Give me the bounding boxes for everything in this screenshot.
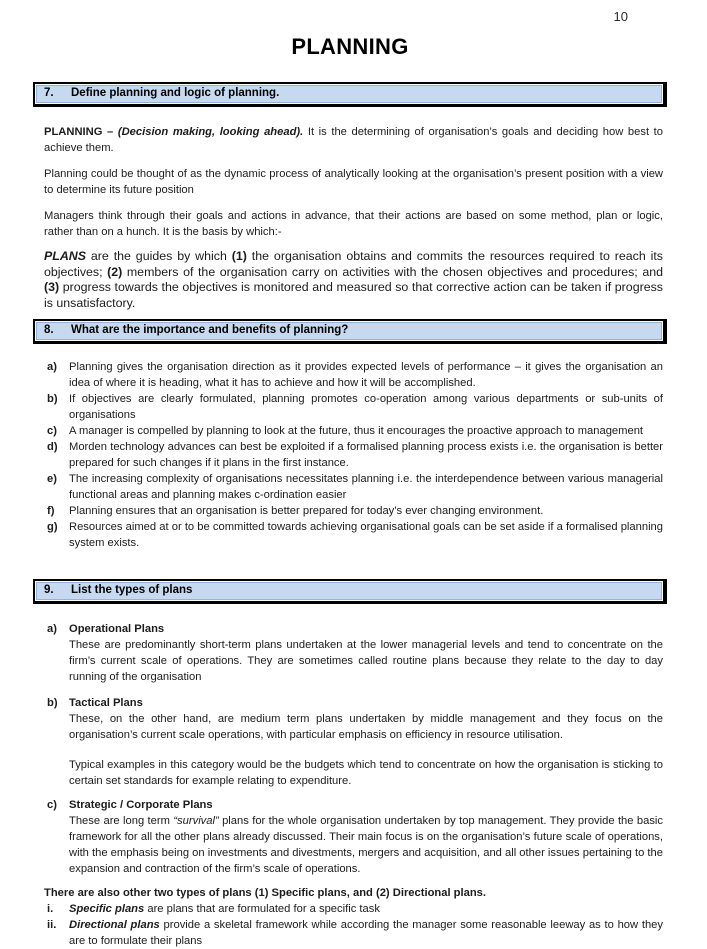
- plan-type-desc: are plans that are formulated for a specific task: [144, 903, 380, 916]
- plans-run-2: are the guides by which: [86, 249, 232, 263]
- plan-marker: c): [47, 799, 57, 812]
- plan-type-desc: provide a skeletal framework while according the manager some reasonable leeway as to how they are to formulate their plans: [69, 919, 663, 948]
- plan-operational: [47, 621, 663, 685]
- plan-paragraph: These, on the other hand, are medium term plans undertaken by middle management and they focus on the organisation’s current scale operations, with particular emphasis on efficiency in resource utilisation.: [69, 713, 663, 742]
- list-item: [47, 901, 663, 917]
- list-item: [47, 439, 663, 471]
- list-item-marker: g): [47, 521, 58, 534]
- plan-title: Tactical Plans: [69, 697, 143, 710]
- list-item-marker: c): [47, 425, 57, 438]
- plan-type-term: Specific plans: [69, 903, 145, 916]
- plans-run-4: the organisation obtains and commits the resources required to reach its objectives;: [44, 249, 664, 279]
- list-item: [47, 519, 663, 551]
- question-9-number: 9.: [44, 584, 54, 597]
- question-8-number: 8.: [44, 324, 54, 337]
- list-item: [47, 423, 663, 439]
- plan-type-term: Directional plans: [69, 919, 160, 932]
- plans-number-1: (1): [231, 249, 247, 263]
- question-7-heading: Define planning and logic of planning.: [71, 87, 280, 99]
- planning-definition-paragraph: [44, 124, 663, 156]
- strategic-run-pre: These are long term: [69, 815, 174, 828]
- plans-run-6: members of the organisation carry on activities with the chosen objectives and procedures; and: [122, 264, 663, 279]
- plans-lead: PLANS: [44, 249, 86, 263]
- list-item: [47, 503, 663, 519]
- question-8-heading: What are the importance and benefits of planning?: [71, 324, 349, 337]
- list-item-text: [69, 917, 663, 949]
- list-item-text: Planning gives the organisation direction as it provides expected levels of performance – it gives the organisation an idea of where it is heading, what it has to achieve and how it will be accomplished.: [69, 361, 663, 390]
- page-title: PLANNING: [291, 34, 409, 59]
- planning-lead: PLANNING –: [44, 126, 118, 138]
- plans-number-3: (3): [44, 280, 60, 295]
- plan-title: Operational Plans: [69, 623, 165, 636]
- list-item-text: If objectives are clearly formulated, planning promotes co-operation among various departments or sub-units of organisations: [69, 393, 663, 422]
- list-item: [47, 359, 663, 391]
- plan-paragraph: These are predominantly short-term plans undertaken at the lower managerial levels and tend to concentrate on the firm’s current scale of operations. They are sometimes called routine plans because they relate to the day to day running of the organisation: [69, 639, 663, 684]
- list-item-text: [69, 901, 663, 917]
- planning-parenthetical: (Decision making, looking ahead).: [117, 126, 304, 138]
- plan-title: Strategic / Corporate Plans: [69, 799, 213, 812]
- managers-paragraph: Managers think through their goals and actions in advance, that their actions are based on some method, plan or logic, rather than on a hunch. It is the basis by which:-: [44, 210, 663, 238]
- list-item-text: Planning ensures that an organisation is better prepared for today’s ever changing environment.: [69, 505, 544, 518]
- question-9-header: [33, 579, 667, 604]
- question-8-header: [33, 319, 667, 344]
- list-item: [47, 391, 663, 423]
- plan-marker: a): [47, 623, 57, 636]
- other-plan-types-list: [33, 901, 667, 949]
- other-plan-types-line: There are also other two types of plans (1) Specific plans, and (2) Directional plans.: [44, 887, 487, 900]
- list-item-marker: i.: [47, 903, 54, 916]
- list-item-marker: ii.: [47, 919, 57, 932]
- list-item-text: The increasing complexity of organisations necessitates planning i.e. the interdependence between various managerial functional areas and planning makes c-ordination easier: [69, 473, 663, 502]
- list-item-text: Resources aimed at or to be committed towards achieving organisational goals can be set aside if a formalised planning system exists.: [69, 521, 663, 550]
- list-item: [47, 917, 663, 949]
- list-item: [47, 471, 663, 503]
- list-item-marker: a): [47, 361, 57, 374]
- list-item-text: Morden technology advances can best be exploited if a formalised planning process exists i.e. the organisation is better prepared for such changes if it plans in the first instance.: [69, 441, 663, 470]
- list-item-marker: d): [47, 441, 58, 454]
- benefits-list: [33, 359, 667, 551]
- plans-number-2: (2): [107, 264, 123, 279]
- plans-run-8: progress towards the objectives is monitored and measured so that corrective action can be taken if progress is unsatisfactory.: [44, 280, 663, 310]
- strategic-run-post: plans for the whole organisation undertaken by top management. They provide the basic framework for all the other plans already discussed. Their main focus is on the organisation’s future scale of operations, with the emphasis being on investments and divestments, mergers and acquisition, and all other issues pertaining to the expansion and contraction of the firm’s scale of operations.: [69, 815, 663, 876]
- list-item-marker: e): [47, 473, 57, 486]
- plan-paragraph: Typical examples in this category would be the budgets which tend to concentrate on how the organisation is sticking to certain set standards for example relating to expenditure.: [69, 759, 663, 788]
- dynamic-process-paragraph: Planning could be thought of as the dynamic process of analytically looking at the organisation’s present position with a view to determine its future position: [44, 168, 663, 196]
- page-number: 10: [613, 9, 628, 24]
- question-7-header: [33, 82, 667, 107]
- survival-term: “survival”: [173, 815, 219, 828]
- plan-strategic: [47, 797, 663, 877]
- list-item-marker: b): [47, 393, 58, 406]
- plan-paragraph: [69, 813, 663, 877]
- question-7-number: 7.: [44, 87, 54, 99]
- plans-paragraph: [44, 249, 663, 311]
- plan-tactical: [47, 695, 663, 789]
- list-item-text: A manager is compelled by planning to look at the future, thus it encourages the proactive approach to management: [69, 425, 644, 438]
- question-9-heading: List the types of plans: [71, 584, 193, 597]
- plan-marker: b): [47, 697, 58, 710]
- planning-definition-text: It is the determining of organisation’s goals and deciding how best to achieve them.: [44, 126, 663, 154]
- list-item-marker: f): [47, 505, 55, 518]
